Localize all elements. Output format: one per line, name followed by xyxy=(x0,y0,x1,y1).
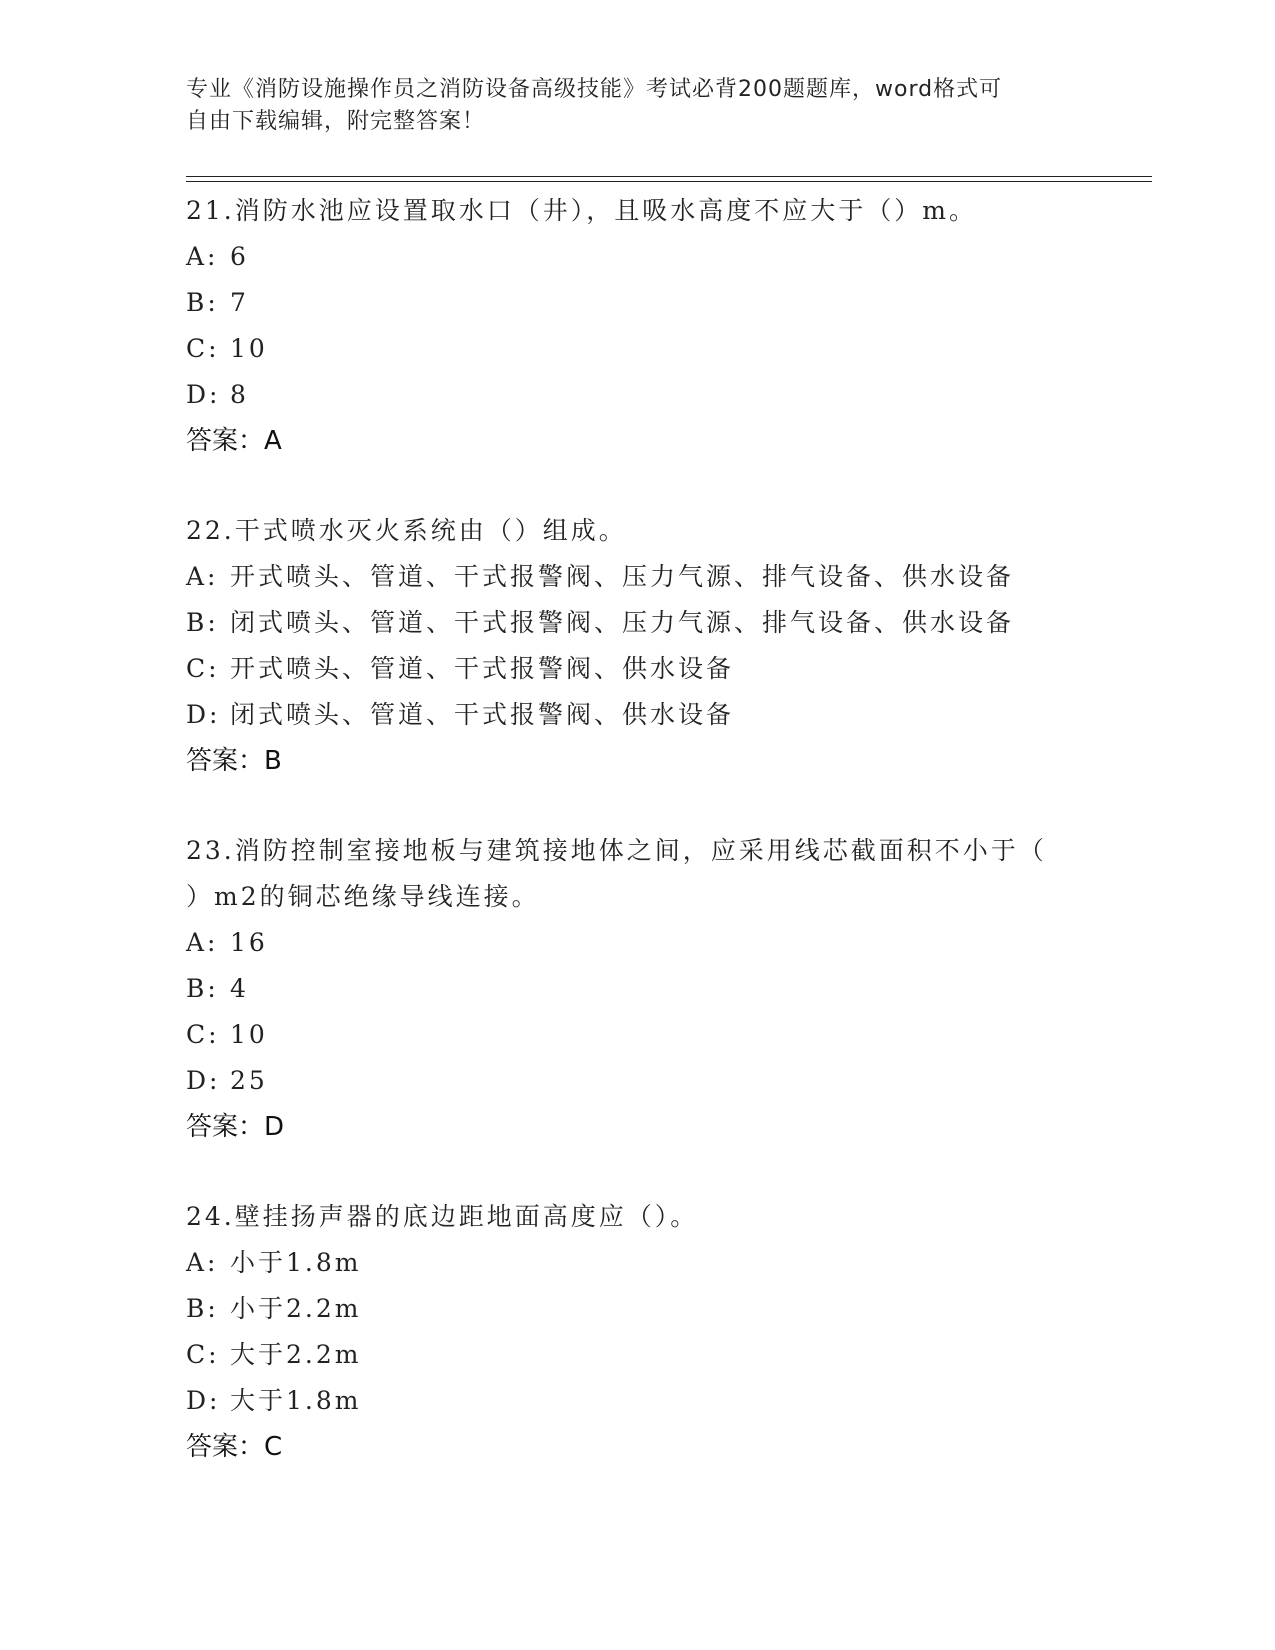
option-a xyxy=(186,234,1086,280)
option-key: B: xyxy=(186,1294,219,1323)
question-stem: 21.消防水池应设置取水口（井），且吸水高度不应大于（）m。 xyxy=(186,196,977,225)
option-text: 10 xyxy=(230,1020,268,1049)
document-header xyxy=(186,74,1066,138)
option-d xyxy=(186,372,1086,418)
option-d xyxy=(186,1058,1086,1104)
option-key: B: xyxy=(186,608,219,637)
option-b xyxy=(186,966,1086,1012)
header-line-1: 专业《消防设施操作员之消防设备高级技能》考试必背200题题库，word格式可 xyxy=(186,77,1003,102)
option-d xyxy=(186,1378,1086,1424)
option-b xyxy=(186,280,1086,326)
option-key: D: xyxy=(186,1066,221,1095)
question-stem: 22.干式喷水灭火系统由（）组成。 xyxy=(186,516,627,545)
option-text: 25 xyxy=(230,1066,268,1095)
question-block xyxy=(186,508,1086,784)
option-b xyxy=(186,600,1086,646)
question-stem: 24.壁挂扬声器的底边距地面高度应（）。 xyxy=(186,1202,699,1231)
option-c xyxy=(186,326,1086,372)
header-line-2: 自由下载编辑，附完整答案！ xyxy=(186,109,486,134)
option-key: C: xyxy=(186,1340,220,1369)
answer-line: 答案：A xyxy=(186,426,282,456)
option-key: C: xyxy=(186,1020,220,1049)
option-key: B: xyxy=(186,974,219,1003)
option-key: D: xyxy=(186,700,221,729)
option-key: A: xyxy=(186,1248,219,1277)
option-text: 6 xyxy=(230,242,249,271)
option-a xyxy=(186,920,1086,966)
option-key: B: xyxy=(186,288,219,317)
question-block xyxy=(186,188,1086,464)
option-text: 开式喷头、管道、干式报警阀、供水设备 xyxy=(230,654,735,683)
answer-line: 答案：B xyxy=(186,746,282,776)
option-d xyxy=(186,692,1086,738)
option-key: A: xyxy=(186,242,219,271)
option-key: C: xyxy=(186,334,220,363)
option-a xyxy=(186,1240,1086,1286)
question-stem: 23.消防控制室接地板与建筑接地体之间，应采用线芯截面积不小于（ xyxy=(186,836,1047,865)
option-text: 8 xyxy=(230,380,249,409)
option-text: 16 xyxy=(230,928,268,957)
option-b xyxy=(186,1286,1086,1332)
option-text: 小于2.2m xyxy=(230,1294,362,1323)
question-block xyxy=(186,1194,1086,1470)
question-block xyxy=(186,828,1086,1150)
option-text: 大于2.2m xyxy=(230,1340,362,1369)
option-key: D: xyxy=(186,1386,221,1415)
option-text: 10 xyxy=(230,334,268,363)
option-a xyxy=(186,554,1086,600)
header-divider-top xyxy=(186,176,1152,177)
option-key: C: xyxy=(186,654,220,683)
header-divider-bottom xyxy=(186,181,1152,182)
option-c xyxy=(186,1332,1086,1378)
answer-line: 答案：D xyxy=(186,1112,285,1142)
option-key: A: xyxy=(186,928,219,957)
option-text: 闭式喷头、管道、干式报警阀、供水设备 xyxy=(230,700,735,729)
option-text: 大于1.8m xyxy=(230,1386,362,1415)
option-text: 小于1.8m xyxy=(230,1248,362,1277)
option-key: D: xyxy=(186,380,221,409)
option-text: 4 xyxy=(230,974,249,1003)
answer-line: 答案：C xyxy=(186,1432,283,1462)
option-text: 开式喷头、管道、干式报警阀、压力气源、排气设备、供水设备 xyxy=(230,562,1015,591)
option-key: A: xyxy=(186,562,219,591)
option-c xyxy=(186,1012,1086,1058)
option-text: 闭式喷头、管道、干式报警阀、压力气源、排气设备、供水设备 xyxy=(230,608,1015,637)
option-c xyxy=(186,646,1086,692)
option-text: 7 xyxy=(230,288,249,317)
question-stem-continued: ）m2的铜芯绝缘导线连接。 xyxy=(186,882,540,911)
